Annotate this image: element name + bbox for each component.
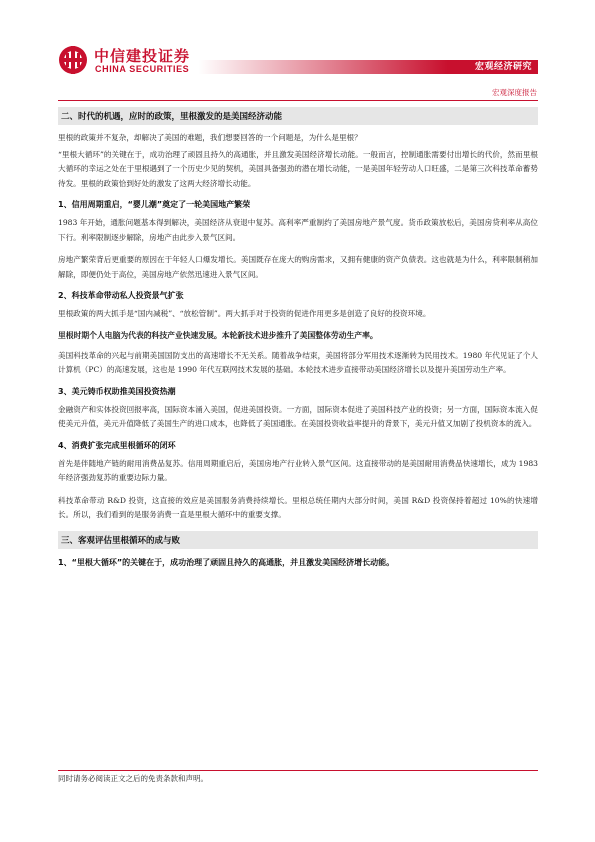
section-3-title: 三、客观评估里根循环的成与败 [58, 531, 538, 549]
subheading-2: 2、科技革命带动私人投资景气扩张 [58, 291, 184, 300]
band-label: 宏观经济研究 [474, 62, 532, 72]
header-band-gradient [198, 60, 448, 74]
header-band [58, 60, 538, 74]
paragraph: 里根的政策并不复杂，却解决了美国的难题，我们想要回答的一个问题是，为什么是里根？ [58, 133, 362, 142]
report-type: 宏观深度报告 [492, 88, 537, 97]
footer-rule [58, 770, 538, 771]
paragraph: 里根政策的两大抓手是“国内减税”、“放松管制”。两大抓手对于投资的促进作用更多是创造了良好的投资环境。 [58, 309, 431, 318]
logo-cn-text: 中信建投证券 [94, 47, 191, 65]
subheading-1: 1、信用周期重启，“婴儿潮”奠定了一轮美国地产繁荣 [58, 200, 251, 209]
paragraph: 美国科技革命的兴起与前期美国国防支出的高速增长不无关系。随着战争结束，美国将部分军用技术逐渐转为民用技术。1980 年代见证了个人计算机（PC）的高速发展，这也是 1990 年代互联网技术发展的基础。本轮技术进步直接带动美国经济增长以及提升美国劳动生产率。 [58, 350, 538, 374]
main-content [58, 107, 538, 574]
paragraph: 房地产繁荣背后更重要的原因在于年轻人口爆发增长。美国既存在庞大的购房需求，又拥有健康的资产负债表。这也就是为什么，利率限制稍加解除，即便仍处于高位，美国房地产依然迅速进入景气区间。 [58, 255, 538, 279]
section-3-subheading-1: 1、“里根大循环”的关键在于，成功治理了顽固且持久的高通胀，并且激发美国经济增长动能。 [58, 557, 395, 567]
paragraph: 科技革命带动 R&D 投资，这直接的效应是美国服务消费持续增长。里根总统任期内大部分时间，美国 R&D 投资保持着超过 10%的快速增长。所以，我们看到的是服务消费一直是里根大循环中的重要支撑。 [58, 495, 538, 519]
paragraph: 金融资产和实体投资回报率高，国际资本涌入美国，促进美国投资。一方面，国际资本促进了美国科技产业的投资；另一方面，国际资本流入促使美元升值，美元升值降低了美国生产的进口成本，也降低了美国通胀。在美国投资收益率提升的背景下，美元升值又加剧了投机资本的流入。 [58, 404, 538, 428]
paragraph: 1983 年开始，通胀问题基本得到解决，美国经济从衰退中复苏。高利率严重制约了美国房地产景气度。货币政策放松后，美国房贷利率从高位下行。利率限制逐步解除，房地产由此步入景气区间。 [58, 218, 538, 242]
logo-en-text: CHINA SECURITIES [95, 64, 190, 74]
section-2-title: 二、时代的机遇，应时的政策，里根激发的是美国经济动能 [58, 107, 538, 125]
paragraph: 首先是伴随地产链的耐用消费品复苏。信用周期重启后，美国房地产行业转入景气区间。这直接带动的是美国耐用消费品快速增长，成为 1983 年经济强劲复苏的重要边际力量。 [58, 458, 538, 482]
header-band-solid [448, 60, 538, 74]
subheading-4: 4、消费扩张完成里根循环的闭环 [58, 440, 176, 450]
key-finding: 里根时期个人电脑为代表的科技产业快速发展。本轮新技术进步推升了美国整体劳动生产率。 [58, 330, 378, 340]
header-rule [58, 100, 538, 101]
paragraph: “里根大循环”的关键在于，成功治理了顽固且持久的高通胀，并且激发美国经济增长动能。一般而言，控制通胀需要付出增长的代价，然而里根大循环的幸运之处在于里根遇到了一个历史少见的契机，美国具备强劲的潜在增长动能，一是美国年轻劳动人口旺盛，二是第三次科技革命蓄势待发。里根的政策恰到好处的激发了这两大经济增长动能。 [58, 149, 538, 188]
subheading-3: 3、美元铸币权助推美国投资热潮 [58, 386, 176, 396]
footer-disclaimer: 同时请务必阅读正文之后的免责条款和声明。 [58, 774, 208, 783]
